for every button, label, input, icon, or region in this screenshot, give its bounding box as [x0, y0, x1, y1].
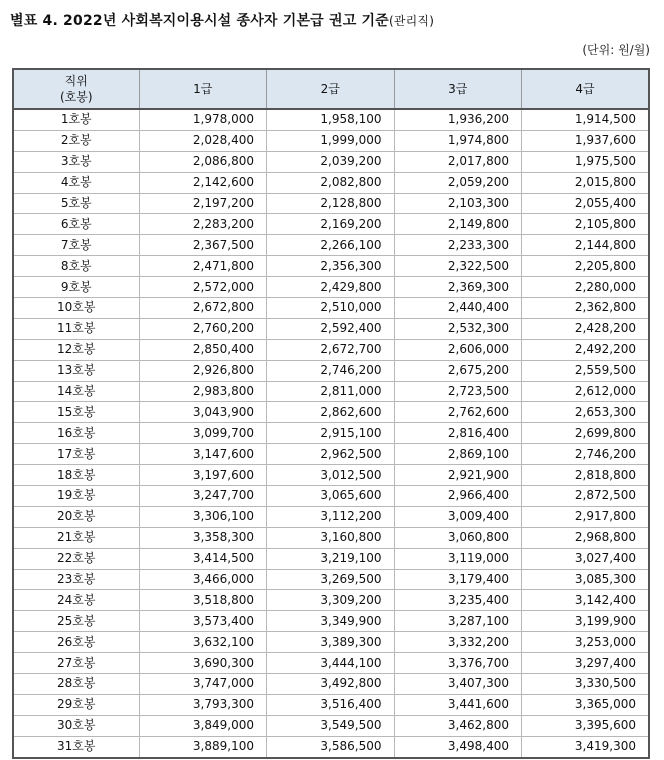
salary-cell-grade-1: 2,086,800	[139, 151, 267, 172]
row-label: 23호봉	[13, 569, 139, 590]
salary-cell-grade-3: 3,009,400	[394, 506, 522, 527]
salary-cell-grade-4: 2,362,800	[522, 298, 650, 319]
table-row	[13, 444, 649, 465]
salary-cell-grade-4: 3,085,300	[522, 569, 650, 590]
table-row	[13, 569, 649, 590]
salary-cell-grade-3: 2,149,800	[394, 214, 522, 235]
salary-cell-grade-3: 2,322,500	[394, 256, 522, 277]
header-grade-4: 4급	[522, 69, 650, 109]
header-rank-line1: 직위	[64, 74, 88, 88]
salary-cell-grade-2: 2,356,300	[267, 256, 395, 277]
salary-cell-grade-4: 2,699,800	[522, 423, 650, 444]
row-label: 8호봉	[13, 256, 139, 277]
salary-cell-grade-3: 3,235,400	[394, 590, 522, 611]
salary-cell-grade-2: 3,444,100	[267, 653, 395, 674]
row-label: 19호봉	[13, 486, 139, 507]
row-label: 12호봉	[13, 339, 139, 360]
salary-cell-grade-2: 3,492,800	[267, 674, 395, 695]
row-label: 1호봉	[13, 109, 139, 130]
salary-cell-grade-1: 2,926,800	[139, 360, 267, 381]
table-row	[13, 256, 649, 277]
salary-cell-grade-4: 2,917,800	[522, 506, 650, 527]
table-row	[13, 506, 649, 527]
title-main: 별표 4. 2022년 사회복지이용시설 종사자 기본급 권고 기준	[10, 13, 389, 29]
salary-cell-grade-3: 2,440,400	[394, 298, 522, 319]
salary-cell-grade-2: 2,746,200	[267, 360, 395, 381]
salary-cell-grade-1: 3,197,600	[139, 465, 267, 486]
table-row	[13, 402, 649, 423]
salary-cell-grade-1: 3,247,700	[139, 486, 267, 507]
salary-cell-grade-1: 3,632,100	[139, 632, 267, 653]
table-row	[13, 527, 649, 548]
salary-cell-grade-1: 3,466,000	[139, 569, 267, 590]
table-row	[13, 339, 649, 360]
table-row	[13, 130, 649, 151]
header-grade-1: 1급	[139, 69, 267, 109]
row-label: 31호봉	[13, 736, 139, 757]
salary-cell-grade-1: 3,099,700	[139, 423, 267, 444]
salary-cell-grade-4: 2,105,800	[522, 214, 650, 235]
row-label: 16호봉	[13, 423, 139, 444]
salary-cell-grade-1: 1,978,000	[139, 109, 267, 130]
salary-cell-grade-1: 3,358,300	[139, 527, 267, 548]
table-row	[13, 590, 649, 611]
row-label: 17호봉	[13, 444, 139, 465]
salary-cell-grade-2: 2,811,000	[267, 381, 395, 402]
salary-cell-grade-3: 2,816,400	[394, 423, 522, 444]
salary-cell-grade-3: 3,287,100	[394, 611, 522, 632]
salary-cell-grade-2: 1,958,100	[267, 109, 395, 130]
table-row	[13, 360, 649, 381]
table-row	[13, 193, 649, 214]
header-grade-2: 2급	[267, 69, 395, 109]
salary-cell-grade-1: 2,367,500	[139, 235, 267, 256]
salary-cell-grade-3: 2,059,200	[394, 172, 522, 193]
row-label: 13호봉	[13, 360, 139, 381]
table-row	[13, 465, 649, 486]
table-row	[13, 109, 649, 130]
salary-cell-grade-1: 2,983,800	[139, 381, 267, 402]
salary-cell-grade-3: 2,606,000	[394, 339, 522, 360]
salary-cell-grade-3: 3,332,200	[394, 632, 522, 653]
salary-cell-grade-3: 3,407,300	[394, 674, 522, 695]
table-row	[13, 214, 649, 235]
salary-cell-grade-4: 2,015,800	[522, 172, 650, 193]
salary-cell-grade-4: 2,428,200	[522, 318, 650, 339]
salary-cell-grade-1: 2,572,000	[139, 277, 267, 298]
salary-cell-grade-3: 2,017,800	[394, 151, 522, 172]
salary-cell-grade-2: 1,999,000	[267, 130, 395, 151]
salary-cell-grade-1: 3,414,500	[139, 548, 267, 569]
salary-cell-grade-2: 3,586,500	[267, 736, 395, 757]
salary-cell-grade-1: 3,747,000	[139, 674, 267, 695]
table-row	[13, 694, 649, 715]
row-label: 20호봉	[13, 506, 139, 527]
salary-cell-grade-4: 1,975,500	[522, 151, 650, 172]
row-label: 30호봉	[13, 715, 139, 736]
page-title	[10, 10, 434, 30]
salary-cell-grade-1: 3,147,600	[139, 444, 267, 465]
salary-cell-grade-3: 2,921,900	[394, 465, 522, 486]
salary-cell-grade-1: 2,142,600	[139, 172, 267, 193]
salary-cell-grade-1: 2,028,400	[139, 130, 267, 151]
salary-cell-grade-4: 3,297,400	[522, 653, 650, 674]
title-sub: (관리직)	[388, 14, 435, 28]
row-label: 9호봉	[13, 277, 139, 298]
salary-cell-grade-1: 3,573,400	[139, 611, 267, 632]
salary-cell-grade-1: 2,760,200	[139, 318, 267, 339]
salary-cell-grade-2: 3,549,500	[267, 715, 395, 736]
salary-cell-grade-2: 3,309,200	[267, 590, 395, 611]
salary-cell-grade-2: 3,112,200	[267, 506, 395, 527]
salary-cell-grade-2: 3,012,500	[267, 465, 395, 486]
salary-cell-grade-3: 2,103,300	[394, 193, 522, 214]
row-label: 27호봉	[13, 653, 139, 674]
salary-cell-grade-2: 3,219,100	[267, 548, 395, 569]
table-row	[13, 715, 649, 736]
salary-cell-grade-3: 2,233,300	[394, 235, 522, 256]
table-row	[13, 235, 649, 256]
salary-cell-grade-4: 3,142,400	[522, 590, 650, 611]
salary-cell-grade-1: 3,793,300	[139, 694, 267, 715]
salary-cell-grade-3: 2,869,100	[394, 444, 522, 465]
row-label: 26호봉	[13, 632, 139, 653]
salary-cell-grade-3: 3,462,800	[394, 715, 522, 736]
salary-cell-grade-4: 1,914,500	[522, 109, 650, 130]
row-label: 18호봉	[13, 465, 139, 486]
salary-cell-grade-2: 3,389,300	[267, 632, 395, 653]
salary-cell-grade-3: 2,675,200	[394, 360, 522, 381]
row-label: 21호봉	[13, 527, 139, 548]
row-label: 22호봉	[13, 548, 139, 569]
salary-cell-grade-3: 1,974,800	[394, 130, 522, 151]
row-label: 6호봉	[13, 214, 139, 235]
salary-cell-grade-4: 3,199,900	[522, 611, 650, 632]
row-label: 2호봉	[13, 130, 139, 151]
row-label: 14호봉	[13, 381, 139, 402]
salary-cell-grade-2: 2,039,200	[267, 151, 395, 172]
salary-cell-grade-1: 3,518,800	[139, 590, 267, 611]
salary-cell-grade-4: 1,937,600	[522, 130, 650, 151]
salary-cell-grade-1: 2,471,800	[139, 256, 267, 277]
salary-cell-grade-4: 2,144,800	[522, 235, 650, 256]
salary-cell-grade-2: 3,160,800	[267, 527, 395, 548]
salary-cell-grade-4: 2,055,400	[522, 193, 650, 214]
salary-cell-grade-4: 2,653,300	[522, 402, 650, 423]
salary-cell-grade-4: 3,395,600	[522, 715, 650, 736]
header-rank-line2: (호봉)	[59, 90, 93, 104]
salary-cell-grade-3: 2,723,500	[394, 381, 522, 402]
row-label: 7호봉	[13, 235, 139, 256]
salary-cell-grade-2: 2,510,000	[267, 298, 395, 319]
table-row	[13, 486, 649, 507]
salary-cell-grade-1: 2,283,200	[139, 214, 267, 235]
salary-cell-grade-3: 1,936,200	[394, 109, 522, 130]
salary-cell-grade-1: 2,672,800	[139, 298, 267, 319]
salary-cell-grade-2: 2,915,100	[267, 423, 395, 444]
salary-cell-grade-1: 3,889,100	[139, 736, 267, 757]
salary-cell-grade-2: 2,672,700	[267, 339, 395, 360]
salary-cell-grade-2: 2,266,100	[267, 235, 395, 256]
salary-cell-grade-3: 3,441,600	[394, 694, 522, 715]
salary-cell-grade-2: 3,516,400	[267, 694, 395, 715]
salary-cell-grade-2: 2,862,600	[267, 402, 395, 423]
table-row	[13, 674, 649, 695]
table-row	[13, 736, 649, 757]
table-header-row	[13, 69, 649, 109]
salary-cell-grade-1: 3,306,100	[139, 506, 267, 527]
salary-cell-grade-1: 3,690,300	[139, 653, 267, 674]
row-label: 5호봉	[13, 193, 139, 214]
row-label: 3호봉	[13, 151, 139, 172]
salary-cell-grade-4: 3,027,400	[522, 548, 650, 569]
salary-cell-grade-2: 3,349,900	[267, 611, 395, 632]
salary-cell-grade-4: 2,968,800	[522, 527, 650, 548]
salary-cell-grade-4: 2,205,800	[522, 256, 650, 277]
salary-cell-grade-1: 3,043,900	[139, 402, 267, 423]
row-label: 10호봉	[13, 298, 139, 319]
salary-cell-grade-4: 3,365,000	[522, 694, 650, 715]
table-row	[13, 298, 649, 319]
salary-cell-grade-4: 2,492,200	[522, 339, 650, 360]
row-label: 24호봉	[13, 590, 139, 611]
table-row	[13, 151, 649, 172]
salary-cell-grade-4: 2,612,000	[522, 381, 650, 402]
header-grade-3: 3급	[394, 69, 522, 109]
salary-cell-grade-1: 3,849,000	[139, 715, 267, 736]
header-rank	[13, 69, 139, 109]
salary-cell-grade-2: 2,128,800	[267, 193, 395, 214]
row-label: 28호봉	[13, 674, 139, 695]
salary-cell-grade-1: 2,197,200	[139, 193, 267, 214]
salary-cell-grade-2: 3,065,600	[267, 486, 395, 507]
salary-cell-grade-4: 3,253,000	[522, 632, 650, 653]
salary-cell-grade-3: 3,376,700	[394, 653, 522, 674]
salary-cell-grade-2: 2,169,200	[267, 214, 395, 235]
salary-cell-grade-4: 2,559,500	[522, 360, 650, 381]
table-row	[13, 172, 649, 193]
row-label: 29호봉	[13, 694, 139, 715]
salary-cell-grade-4: 2,818,800	[522, 465, 650, 486]
salary-cell-grade-4: 3,330,500	[522, 674, 650, 695]
salary-cell-grade-3: 3,119,000	[394, 548, 522, 569]
salary-cell-grade-2: 3,269,500	[267, 569, 395, 590]
salary-cell-grade-3: 2,966,400	[394, 486, 522, 507]
table-row	[13, 423, 649, 444]
row-label: 11호봉	[13, 318, 139, 339]
salary-cell-grade-3: 3,179,400	[394, 569, 522, 590]
salary-cell-grade-1: 2,850,400	[139, 339, 267, 360]
salary-table	[12, 68, 650, 759]
table-row	[13, 381, 649, 402]
table-body	[13, 109, 649, 758]
salary-cell-grade-2: 2,592,400	[267, 318, 395, 339]
table-row	[13, 277, 649, 298]
salary-cell-grade-3: 2,369,300	[394, 277, 522, 298]
unit-label: (단위: 원/월)	[582, 43, 650, 57]
table-row	[13, 611, 649, 632]
row-label: 25호봉	[13, 611, 139, 632]
row-label: 4호봉	[13, 172, 139, 193]
row-label: 15호봉	[13, 402, 139, 423]
salary-cell-grade-2: 2,962,500	[267, 444, 395, 465]
salary-cell-grade-4: 3,419,300	[522, 736, 650, 757]
salary-cell-grade-4: 2,746,200	[522, 444, 650, 465]
salary-cell-grade-2: 2,429,800	[267, 277, 395, 298]
table-row	[13, 632, 649, 653]
salary-cell-grade-3: 3,498,400	[394, 736, 522, 757]
salary-cell-grade-3: 2,532,300	[394, 318, 522, 339]
table-row	[13, 653, 649, 674]
salary-cell-grade-4: 2,280,000	[522, 277, 650, 298]
table-row	[13, 318, 649, 339]
salary-cell-grade-3: 2,762,600	[394, 402, 522, 423]
salary-cell-grade-3: 3,060,800	[394, 527, 522, 548]
salary-cell-grade-4: 2,872,500	[522, 486, 650, 507]
table-row	[13, 548, 649, 569]
salary-cell-grade-2: 2,082,800	[267, 172, 395, 193]
